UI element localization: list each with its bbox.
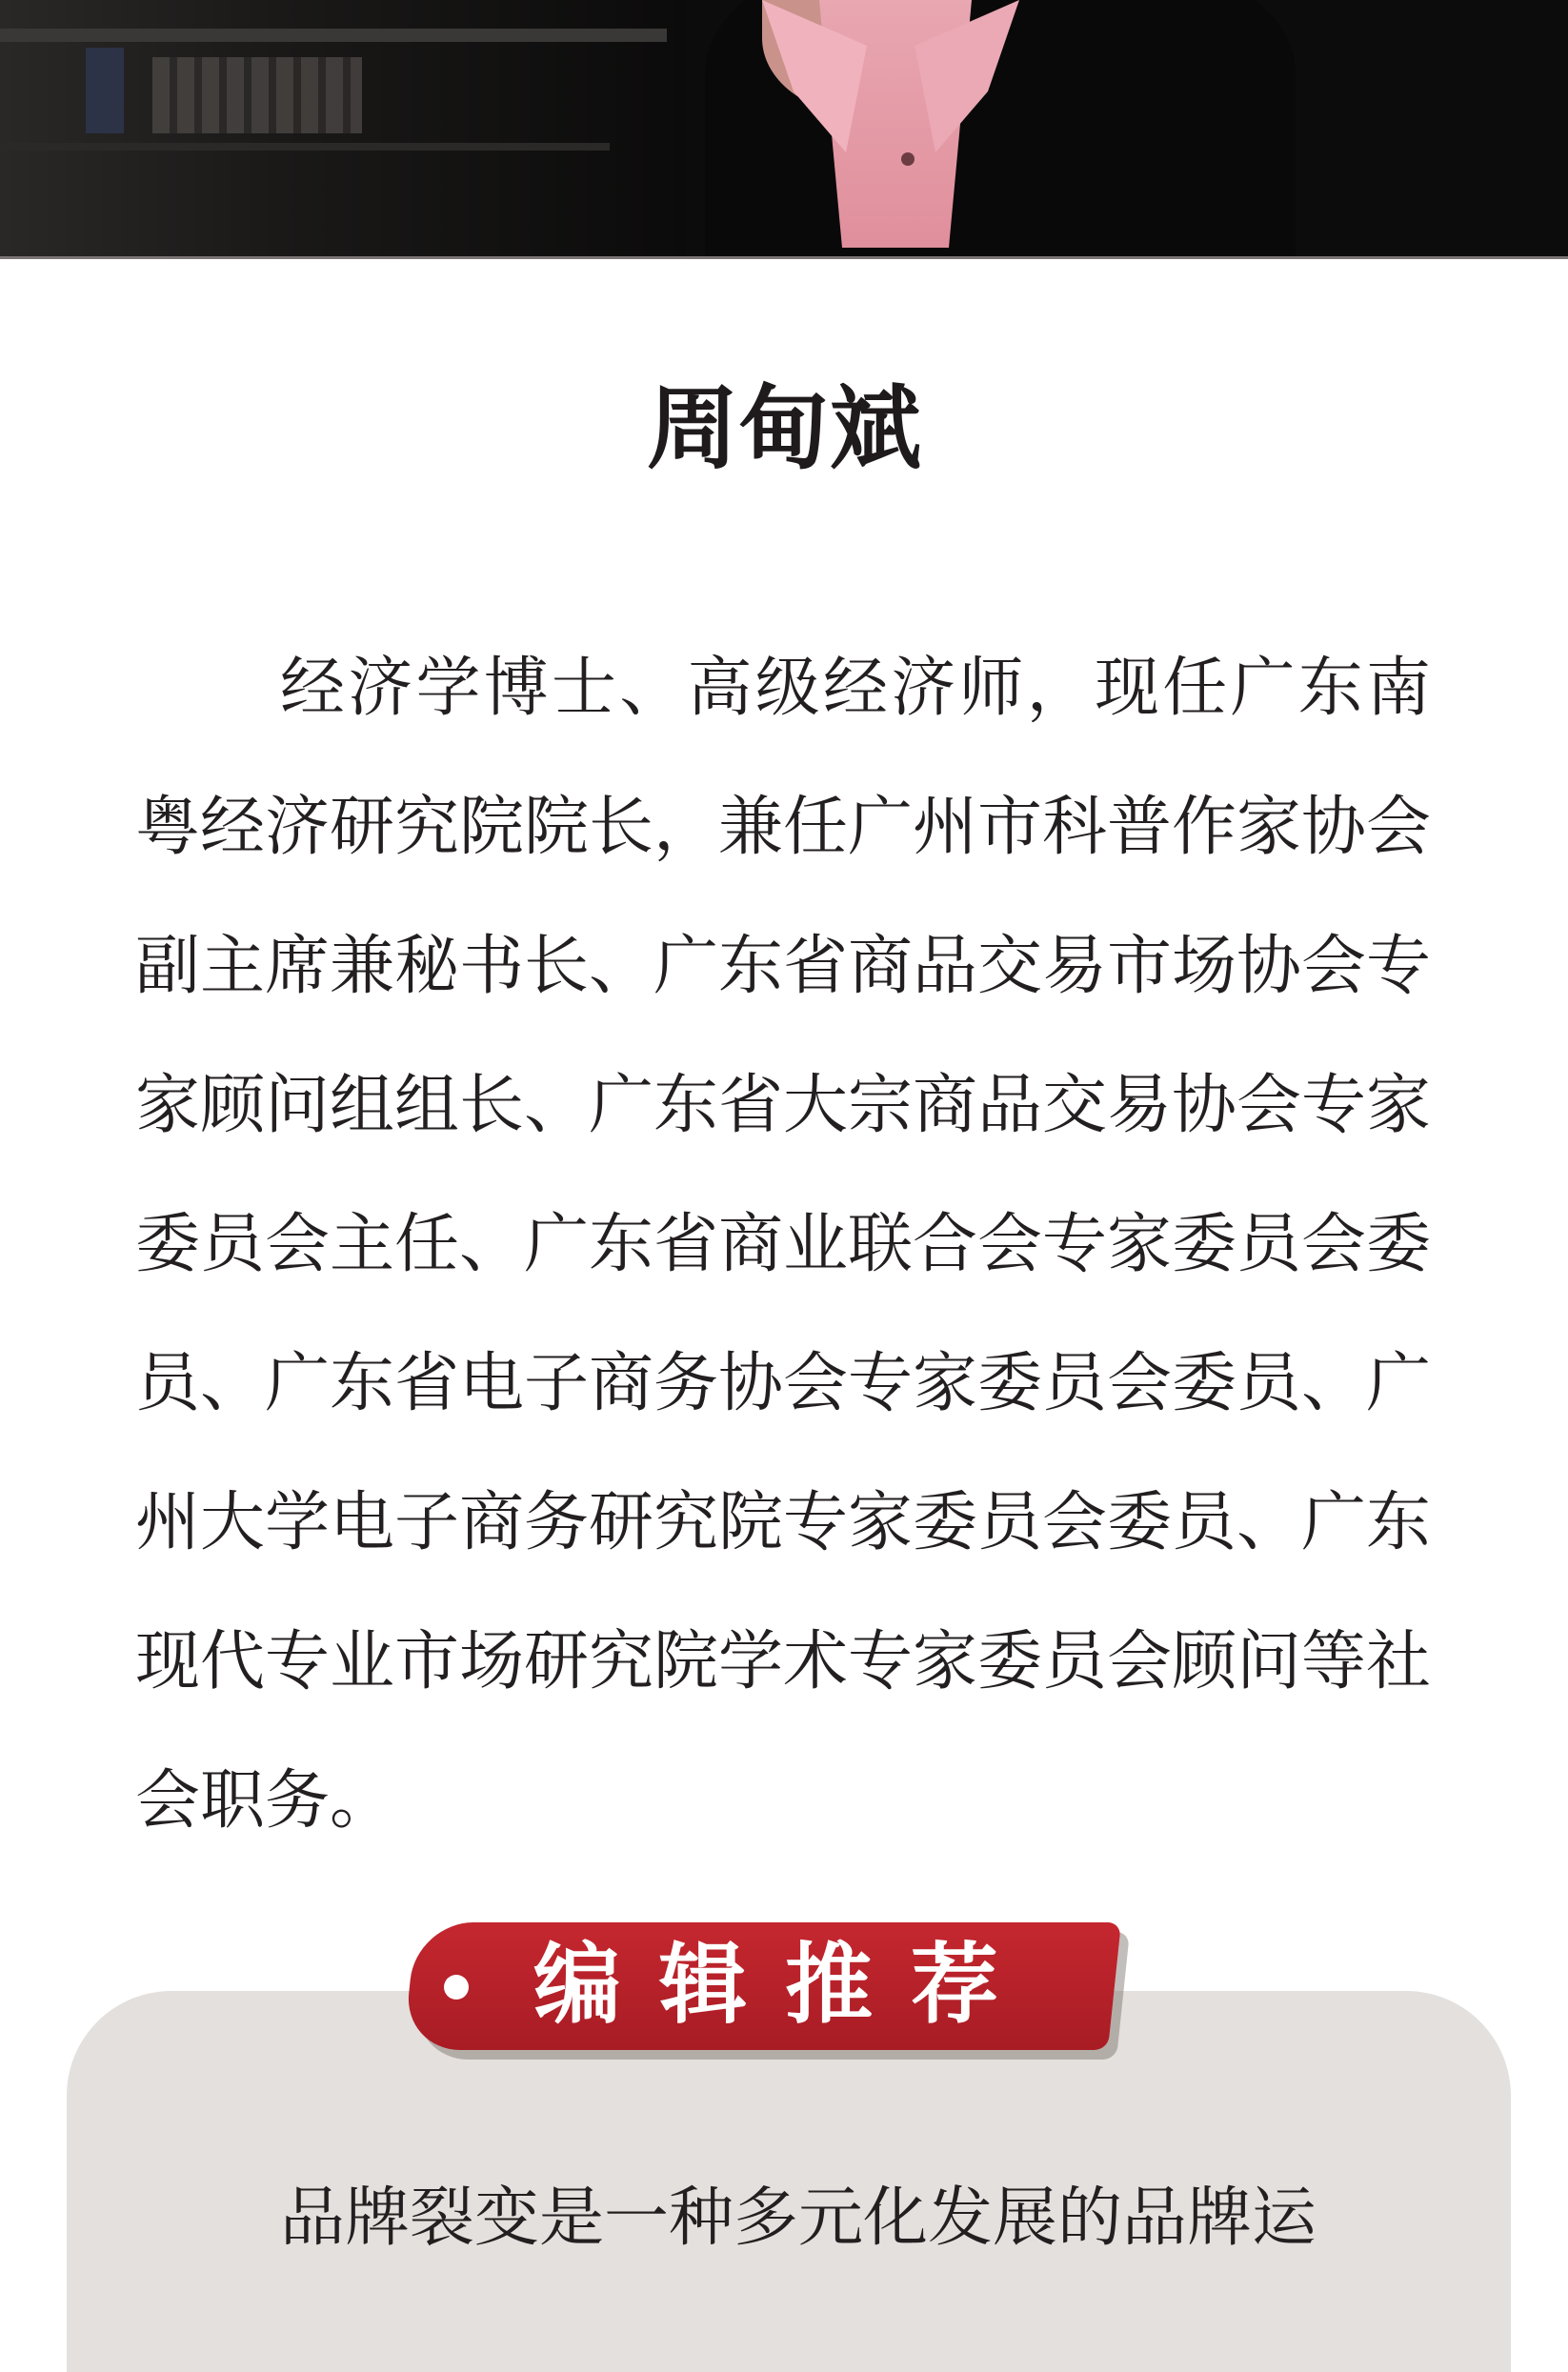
photo-shelf: [0, 29, 667, 42]
author-name: 周甸斌: [647, 375, 921, 482]
photo-shirt-button: [901, 152, 915, 166]
recommendation-title: 编辑推荐: [533, 1934, 1037, 2036]
photo-books: [152, 57, 362, 133]
photo-edge: [0, 256, 1568, 259]
portrait-photo: [0, 0, 1568, 259]
photo-panel: [86, 48, 124, 133]
bullet-dot-icon: [444, 1975, 469, 2000]
author-bio: 经济学博士、高级经济师，现任广东南粤经济研究院院长，兼任广州市科普作家协会副主席兼秘书长、广东省商品交易市场协会专家顾问组组长、广东省大宗商品交易协会专家委员会主任、广东省商业联合会专家委员会委员、广东省电子商务协会专家委员会委员、广州大学电子商务研究院专家委员会委员、广东现代专业市场研究院学术专家委员会顾问等社会职务。: [135, 651, 1432, 1839]
recommendation-text: 品牌裂变是一种多元化发展的品牌运: [280, 2181, 1317, 2256]
photo-shelf: [0, 143, 610, 151]
